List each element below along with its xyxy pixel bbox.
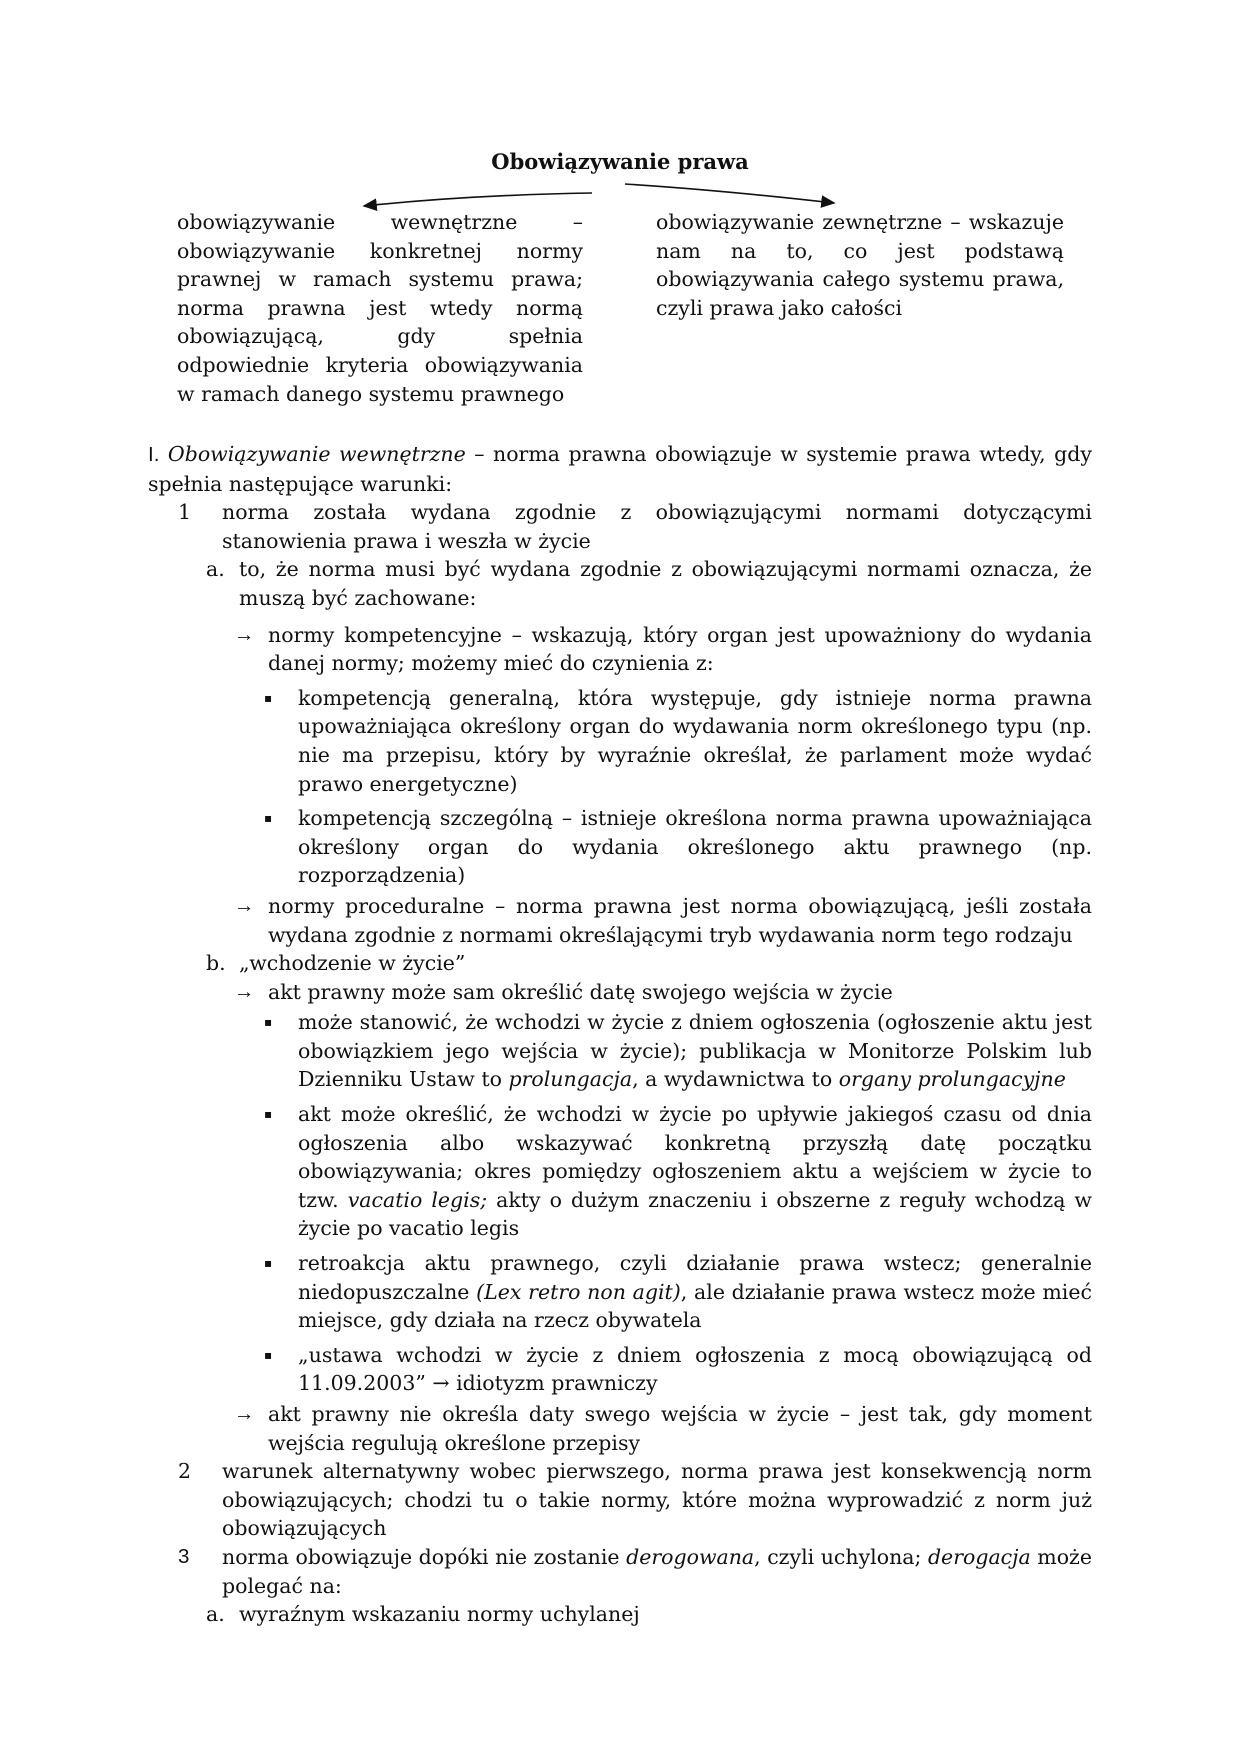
bullet-icon: ▪: [264, 811, 273, 826]
bullet-text-part: , ale działanie prawa wstecz może mieć miejsce, gdy działa na rzecz obywatela: [298, 1279, 1092, 1333]
arrow-icon: →: [234, 893, 255, 917]
section-marker: I.: [148, 443, 160, 466]
list-text-part: , czyli uchylona;: [754, 1544, 928, 1569]
sub-text: to, że norma musi być wydana zgodnie z obowiązującymi normami oznacza, że muszą być zachowane:: [239, 557, 1092, 610]
list-number: 2: [178, 1459, 192, 1484]
bullet-item: [264, 804, 1092, 890]
bullet-term: (Lex retro non agit): [476, 1279, 681, 1304]
sub-item-b: [206, 949, 1092, 978]
bullet-item: [264, 684, 1092, 798]
arrow-left: [364, 193, 592, 206]
arrow-text: akt prawny nie określa daty swego wejścia w życie – jest tak, gdy moment wejścia regulują określone przepisy: [268, 1402, 1092, 1455]
sub-text: „wchodzenie w życie”: [239, 951, 466, 976]
arrow-icon: →: [234, 979, 255, 1003]
sub-item-a: [206, 1600, 1092, 1629]
list-item-2: [178, 1457, 1092, 1543]
bullet-text: kompetencją szczególną – istnieje określona norma prawna upoważniająca określony organ do wydania określonego aktu prawnego (np. rozporządzenia): [298, 806, 1092, 888]
bullet-item: [264, 1008, 1092, 1094]
internal-validity-definition: obowiązywanie wewnętrzne – obowiązywanie konkretnej normy prawnej w ramach systemu prawa; norma prawna jest wtedy normą obowiązującą, gdy spełnia odpowiednie kryteria obowiązywania w ramach danego systemu prawnego: [177, 210, 583, 406]
bullet-text: [298, 1249, 1092, 1335]
bullet-icon: ▪: [264, 1256, 273, 1271]
bullet-text-part: retroakcja aktu prawnego, czyli działanie prawa wstecz; generalnie niedopuszczalne: [298, 1251, 1092, 1304]
arrow-icon: →: [234, 1402, 255, 1425]
list-text: norma została wydana zgodnie z obowiązującymi normami dotyczącymi stanowienia prawa i weszła w życie: [222, 500, 1092, 553]
arrow-item: [234, 1400, 1092, 1457]
bullet-text: [298, 1008, 1092, 1094]
sub-marker: b.: [206, 951, 226, 976]
bullet-item: [264, 1341, 1092, 1398]
list-item-3: [178, 1543, 1092, 1600]
arrow-text: akt prawny może sam określić datę swojego wejścia w życie: [268, 979, 893, 1004]
bullet-text-part: może stanowić, że wchodzi w życie z dniem ogłoszenia (ogłoszenie aktu jest obowiązkiem jego wejścia w życie); publikacja w Monitorze Polskim lub Dzienniku Ustaw to: [298, 1010, 1092, 1092]
bullet-icon: ▪: [264, 1107, 273, 1122]
bullet-term: vacatio legis;: [347, 1187, 488, 1212]
list-text-part: może polegać na:: [222, 1544, 1092, 1598]
arrow-text: normy kompetencyjne – wskazują, który organ jest upoważniony do wydania danej normy; możemy mieć do czynienia z:: [268, 622, 1092, 676]
list-term: derogacja: [927, 1544, 1031, 1569]
section-term: Obowiązywanie wewnętrzne: [167, 442, 466, 466]
page-title: Obowiązywanie prawa: [491, 149, 749, 174]
bullet-item: [264, 1249, 1092, 1335]
bullet-text-part: , a wydawnictwa to: [632, 1067, 839, 1092]
bullet-text-part: akty o dużym znaczeniu i obszerne z reguły wchodzą w życie po vacatio legis: [298, 1187, 1092, 1241]
bullet-term: prolungacja: [508, 1067, 633, 1092]
bullet-icon: ▪: [264, 1347, 273, 1362]
section-heading: [148, 440, 1092, 498]
sub-item-a: [206, 555, 1092, 612]
sub-marker: a.: [206, 1602, 225, 1627]
list-number: 1: [178, 500, 192, 525]
arrow-item: [234, 978, 1092, 1007]
section-text: – norma prawna obowiązuje w systemie prawa wtedy, gdy spełnia następujące warunki:: [148, 442, 1093, 496]
arrow-item: [234, 621, 1092, 678]
bullet-text-part: akt może określić, że wchodzi w życie po upływie jakiegoś czasu od dnia ogłoszenia albo wskazywać konkretną przyszłą datę początku obowiązywania; okres pomiędzy ogłoszeniem aktu a wejściem w życie to tzw.: [298, 1102, 1092, 1212]
arrow-text: normy proceduralne – norma prawna jest norma obowiązującą, jeśli została wydana zgodnie z normami określającymi tryb wydawania norm tego rodzaju: [268, 893, 1092, 947]
bullet-text: [298, 1100, 1092, 1243]
arrow-icon: →: [234, 622, 255, 646]
bullet-text: „ustawa wchodzi w życie z dniem ogłoszenia z mocą obowiązującą od 11.09.2003” → idiotyzm prawniczy: [298, 1342, 1092, 1396]
list-number: 3: [178, 1544, 190, 1568]
list-text: [222, 1543, 1092, 1600]
bullet-icon: ▪: [264, 690, 273, 705]
list-text: warunek alternatywny wobec pierwszego, norma prawa jest konsekwencją norm obowiązujących; chodzi tu o takie normy, które można wyprowadzić z norm już obowiązujących: [222, 1459, 1092, 1541]
arrow-right: [625, 184, 834, 203]
external-validity-definition: obowiązywanie zewnętrzne – wskazuje nam na to, co jest podstawą obowiązywania całego systemu prawa, czyli prawa jako całości: [656, 210, 1064, 320]
list-term: derogowana: [626, 1544, 755, 1569]
bullet-item: [264, 1100, 1092, 1243]
bullet-icon: ▪: [264, 1015, 273, 1030]
list-item-1: [178, 498, 1092, 555]
bullet-text: kompetencją generalną, która występuje, gdy istnieje norma prawna upoważniająca określony organ do wydawania norm określonego typu (np. nie ma przepisu, który by wyraźnie określał, że parlament może wydać prawo energetyczne): [298, 685, 1092, 796]
sub-text: wyraźnym wskazaniu normy uchylanej: [239, 1602, 640, 1627]
arrow-item: [234, 892, 1092, 949]
outline: [148, 440, 1092, 1629]
bullet-term: organy prolungacyjne: [838, 1067, 1066, 1092]
branch-arrows: [0, 0, 1240, 240]
sub-marker: a.: [206, 557, 225, 582]
list-text-part: norma obowiązuje dopóki nie zostanie: [222, 1544, 627, 1569]
